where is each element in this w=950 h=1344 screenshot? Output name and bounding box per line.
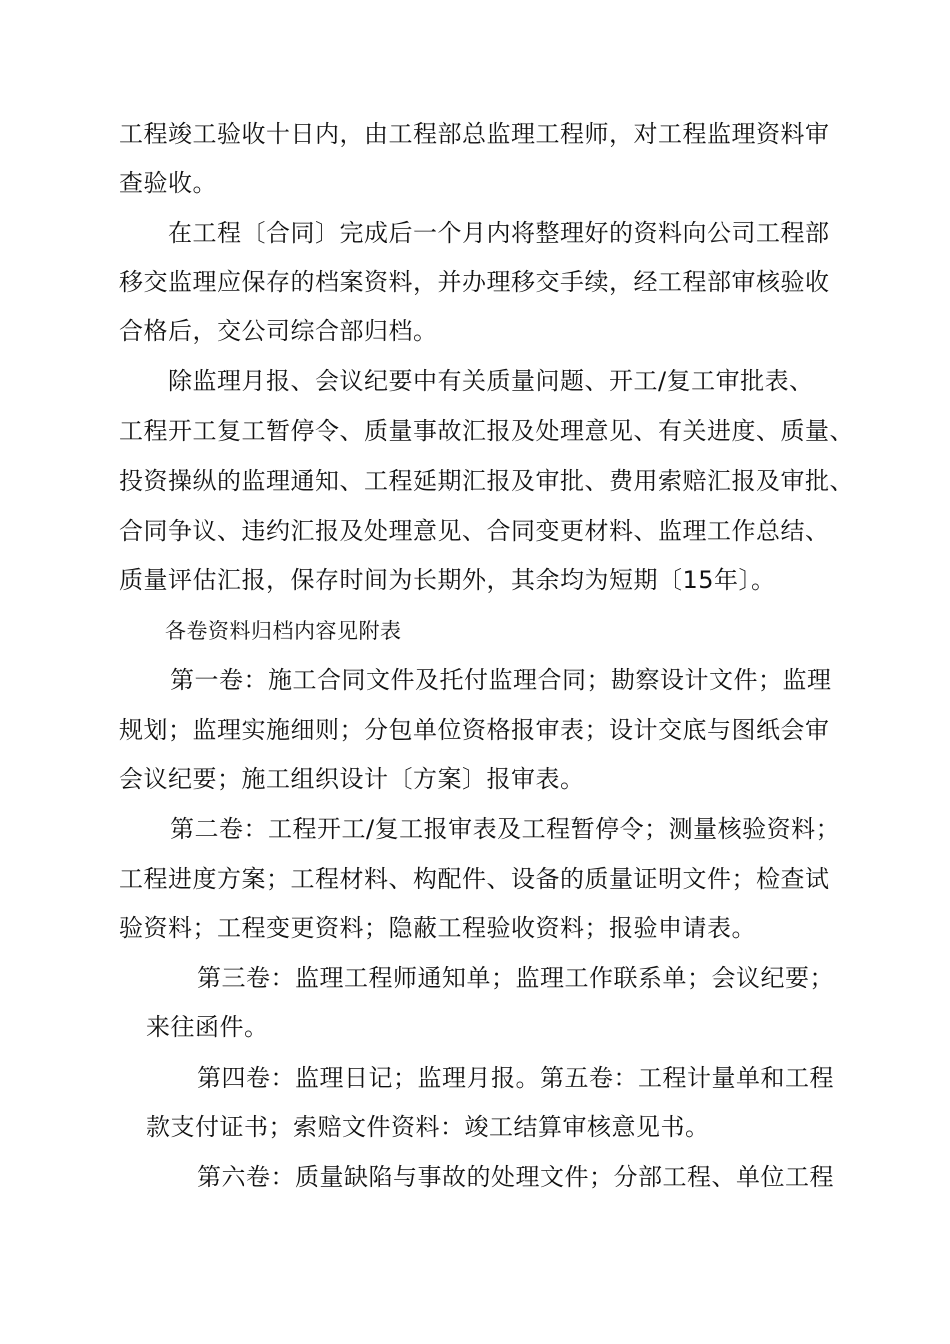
text-line: 工程竣工验收十日内，由工程部总监理工程师，对工程监理资料审 bbox=[119, 120, 830, 148]
text-line: 第六卷：质量缺陷与事故的处理文件；分部工程、单位工程 bbox=[197, 1163, 834, 1191]
text-line: 工程开工复工暂停令、质量事故汇报及处理意见、有关进度、质量、 bbox=[119, 417, 854, 445]
text-line: 第一卷：施工合同文件及托付监理合同；勘察设计文件；监理 bbox=[170, 666, 832, 694]
text-line: 在工程〔合同〕完成后一个月内将整理好的资料向公司工程部 bbox=[168, 219, 830, 247]
text-line: 工程进度方案；工程材料、构配件、设备的质量证明文件；检查试 bbox=[119, 865, 830, 893]
text-line: 合同争议、违约汇报及处理意见、合同变更材料、监理工作总结、 bbox=[119, 517, 830, 545]
text-line: 款支付证书；索赔文件资料：竣工结算审核意见书。 bbox=[146, 1113, 710, 1141]
text-line: 验资料；工程变更资料；隐蔽工程验收资料；报验申请表。 bbox=[119, 914, 756, 942]
text-line: 投资操纵的监理通知、工程延期汇报及审批、费用索赔汇报及审批、 bbox=[119, 467, 854, 495]
text-line: 第二卷：工程开工/复工报审表及工程暂停令；测量核验资料； bbox=[170, 815, 841, 843]
text-line: 合格后，交公司综合部归档。 bbox=[119, 317, 438, 345]
text-line: 会议纪要；施工组织设计〔方案〕报审表。 bbox=[119, 765, 585, 793]
text-line: 移交监理应保存的档案资料，并办理移交手续，经工程部审核验收 bbox=[119, 268, 830, 296]
text-line: 质量评估汇报，保存时间为长期外，其余均为短期〔15年〕。 bbox=[119, 566, 776, 594]
text-line: 规划；监理实施细则；分包单位资格报审表；设计交底与图纸会审 bbox=[119, 716, 830, 744]
text-line: 第三卷：监理工程师通知单；监理工作联系单；会议纪要； bbox=[197, 964, 834, 992]
text-line: 第四卷：监理日记；监理月报。第五卷：工程计量单和工程 bbox=[197, 1064, 834, 1092]
text-line: 除监理月报、会议纪要中有关质量问题、开工/复工审批表、 bbox=[168, 367, 814, 395]
text-line: 各卷资料归档内容见附表 bbox=[165, 619, 402, 643]
text-line: 来往函件。 bbox=[146, 1013, 269, 1041]
text-line: 查验收。 bbox=[119, 169, 217, 197]
